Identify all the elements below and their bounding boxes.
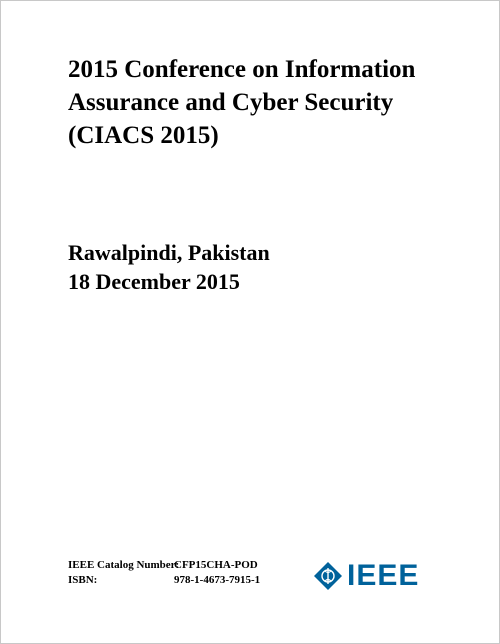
event-location: Rawalpindi, Pakistan (68, 240, 270, 265)
title-line-2: Assurance and Cyber Security (68, 89, 394, 116)
catalog-info (68, 558, 260, 588)
conference-title (68, 53, 478, 152)
catalog-number-label: IEEE Catalog Number: (68, 559, 180, 571)
title-line-3: (CIACS 2015) (68, 122, 219, 149)
ieee-wordmark: IEEE (347, 559, 420, 592)
isbn-label: ISBN: (68, 574, 98, 586)
event-details (68, 238, 478, 296)
ieee-diamond-icon (313, 561, 343, 591)
isbn-row (68, 573, 260, 588)
catalog-number-row (68, 558, 260, 573)
title-line-1: 2015 Conference on Information (68, 56, 416, 83)
event-date: 18 December 2015 (68, 269, 240, 294)
catalog-number-value: CFP15CHA-POD (174, 559, 258, 571)
isbn-value: 978-1-4673-7915-1 (174, 574, 261, 586)
ieee-logo (313, 557, 419, 595)
